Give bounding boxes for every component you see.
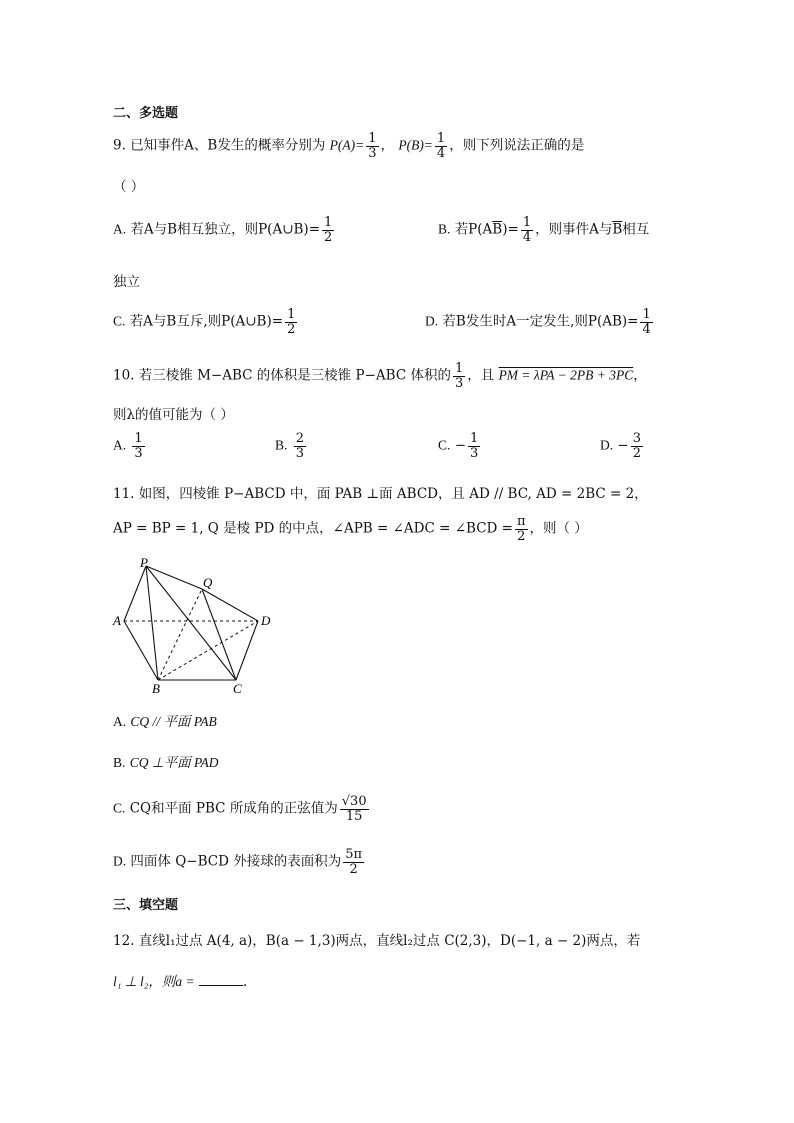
q11-option-b-label: B. [113,755,126,770]
q10-option-b: B. $\frac{2}{3}$ [275,431,304,461]
q9-option-c [113,308,299,336]
label-A: A [113,613,121,628]
q11-option-c-frac: $\frac{√30}{15}$ [341,794,367,824]
q11-option-a [113,710,217,730]
q11-option-d-frac: $\frac{5\pi}{2}$ [345,847,363,877]
q11-line2-frac: $\frac{\pi}{2}$ [516,514,526,544]
q11-option-d-text: 四面体 Q−BCD 外接球的表面积为 [130,853,342,870]
q11-line2-text: AP = BP = 1, Q 是棱 PD 的中点，∠APB = ∠ADC = ∠BCD = [113,520,513,537]
q12-line1-text: 直线l₁过点 A(4, a)，B(a − 1,3)两点，直线l₂过点 C(2,3)，D(−1, a − 2)两点，若 [138,933,641,949]
q9-option-a-label: A. [113,221,127,237]
edge-BD-hidden [158,621,258,680]
q11-stem-line1 [113,482,648,502]
q10-stem [113,362,647,390]
q9-option-b-frac: $\frac{1}{4}$ [522,215,532,245]
q10-option-d: D. − $\frac{3}{2}$ [600,431,642,461]
q11-number: 11. [113,486,135,502]
q10-line2: 则λ的值可能为（ ） [113,407,234,423]
edge-PC [146,566,236,680]
q9-option-b-label: B. [438,221,451,237]
q9-option-c-text: 若A与B互斥,则P(A∪B)= [129,313,284,330]
q9-pb-frac: $\frac{1}{4}$ [436,131,446,161]
q10-frac: $\frac{1}{3}$ [454,361,464,391]
q11-pyramid-figure [108,555,288,695]
q9-option-d [425,308,655,336]
q12-stem-line2: l₁ ⊥ l₂，则a = . [113,974,248,990]
q12-stem-line1 [113,929,640,949]
label-P: P [140,555,148,570]
q12-line2-text: l₁ ⊥ l₂，则a = [113,974,195,989]
q11-option-b [113,751,218,771]
q12-answer-blank[interactable] [199,985,243,986]
q10-stem-text: 若三棱锥 M−ABC 的体积是三棱锥 P−ABC 体积的 [138,367,451,384]
q11-stem-line2 [113,515,588,543]
q9-option-d-text: 若B发生时A一定发生,则P(AB)= [442,313,639,330]
label-C: C [233,681,242,695]
q9-option-b-bar2: $\overline{B}$ [612,221,623,238]
q9-option-a-frac: $\frac{1}{2}$ [324,215,333,245]
q11-option-c-label: C. [113,800,126,816]
q11-option-a-label: A. [113,714,127,729]
label-D: D [261,613,271,628]
edge-BQ-hidden [158,589,202,680]
q11-option-c [113,795,371,823]
label-Q: Q [203,575,213,590]
q9-answer-paren: （ ） [113,179,145,195]
q9-option-a [113,216,336,244]
q10-option-a: A. $\frac{1}{3}$ [113,431,143,461]
q11-option-b-text: CQ ⊥平面 PAD [129,755,219,770]
edge-QC [202,589,236,680]
q9-number: 9. [113,137,126,154]
q11-option-d-label: D. [113,853,127,869]
q10-vector-equation: PM = λPA − 2PB + 3PC [498,367,634,383]
q10-stem-comma: ， [633,367,647,384]
section-title-multi-choice: 二、多选题 [113,106,179,121]
label-B: B [152,681,160,695]
q9-option-d-frac: $\frac{1}{4}$ [642,307,651,337]
q10-number: 10. [113,367,135,384]
q9-pb: P(B)= [398,137,433,153]
q9-option-b-pre: 若P(A [454,221,493,238]
q11-option-c-text: CQ和平面 PBC 所成角的正弦值为 [129,800,338,817]
q9-option-b [438,216,649,244]
q9-option-b-wrap: 独立 [113,274,140,290]
q9-option-b-bar: $\overline{B}$ [492,221,503,238]
edge-CD [236,621,258,680]
q9-comma: ， [380,137,395,154]
q9-stem-text: 已知事件A、B发生的概率分别为 [130,137,326,154]
q9-stem-end: ，则下列说法正确的是 [449,137,585,154]
q9-option-d-label: D. [425,313,439,329]
q9-option-b-end: 相互 [622,221,650,238]
section-title-fill-blank: 三、填空题 [113,898,179,913]
q9-option-c-frac: $\frac{1}{2}$ [287,307,296,337]
q10-option-c: C. − $\frac{1}{3}$ [438,431,479,461]
edge-QD [202,589,258,621]
q9-pa: P(A)= [329,137,365,153]
q11-line2-end: ，则（ ） [529,520,588,537]
q9-stem [113,132,584,160]
q9-option-c-label: C. [113,313,126,329]
q9-option-b-mid: )= [502,221,519,238]
q10-stem-and: ，且 [467,367,495,384]
edge-PA [124,566,146,621]
q11-option-d [113,848,366,876]
q9-option-b-post: ，则事件A与 [535,221,613,238]
q11-line1-text: 如图，四棱锥 P−ABCD 中，面 PAB ⊥面 ABCD，且 AD // BC, AD = 2BC = 2， [138,486,648,502]
q9-pa-frac: $\frac{1}{3}$ [368,131,377,161]
q9-option-a-text: 若A与B相互独立，则P(A∪B)= [130,221,321,238]
q12-number: 12. [113,933,135,949]
q11-option-a-text: CQ // 平面 PAB [130,714,217,729]
